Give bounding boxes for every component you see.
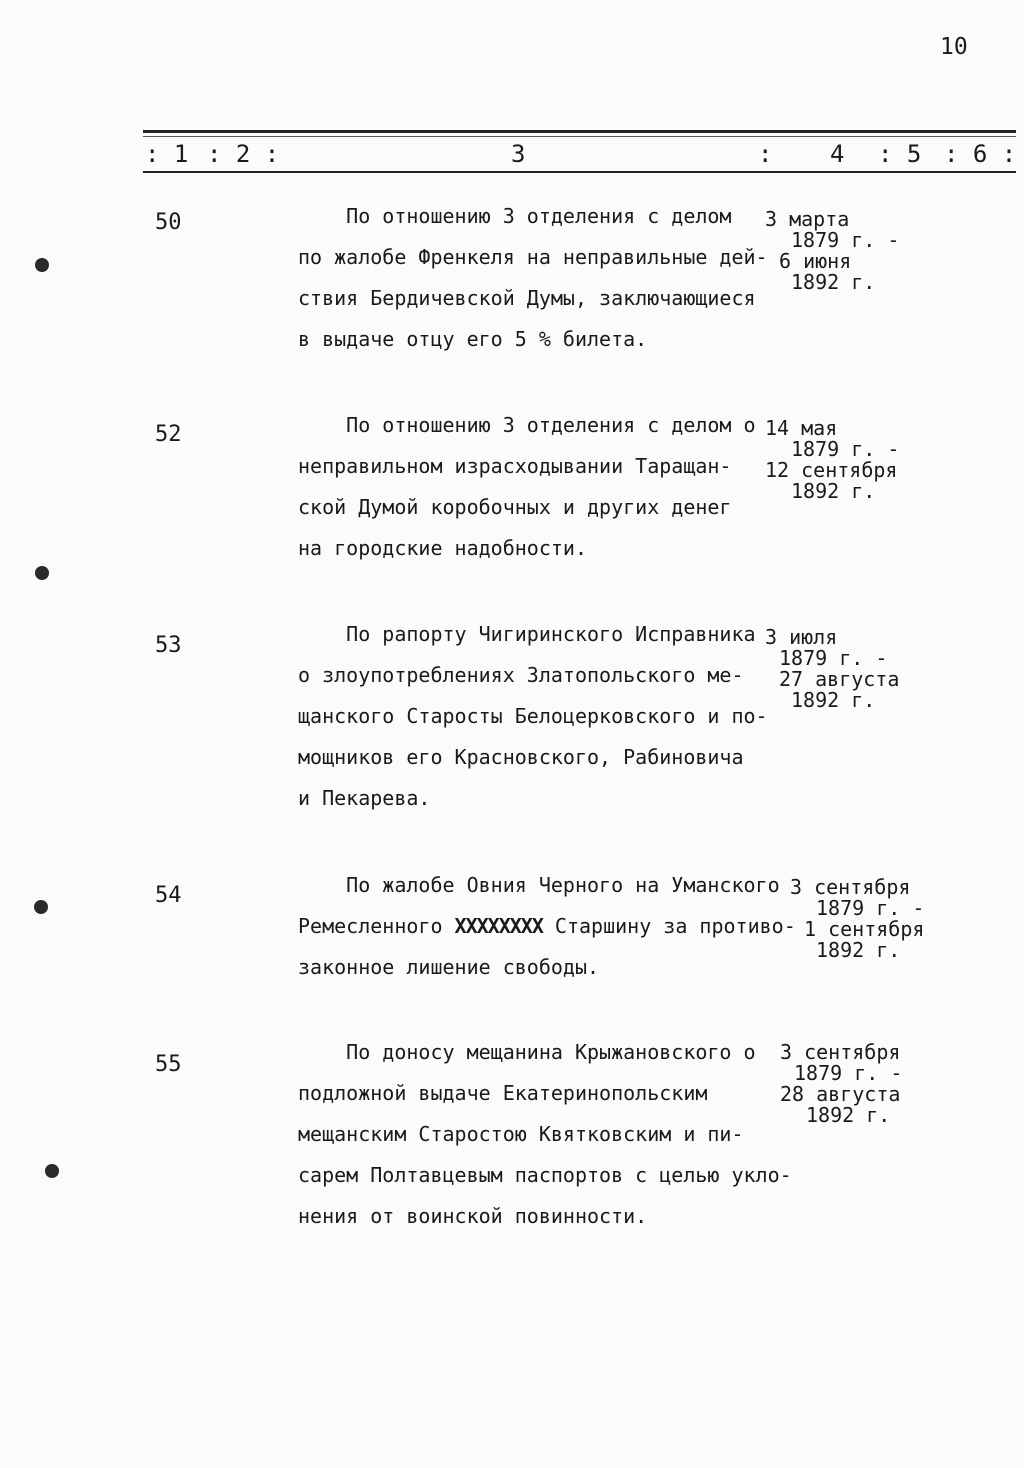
- column-header-2: : 2 :: [207, 140, 280, 168]
- date-end: 1 сентября: [804, 917, 925, 941]
- description-line: законное лишение свободы.: [298, 955, 600, 979]
- entry-number: 50: [155, 210, 182, 235]
- description-line: По жалобе Овния Черного на Уманского: [298, 873, 780, 897]
- date-start: 14 мая: [765, 416, 838, 440]
- date-start: 3 сентября: [790, 875, 911, 899]
- entry-description: [298, 865, 796, 988]
- description-line: По рапорту Чигиринского Исправника: [298, 622, 756, 646]
- date-start-year: 1879 г. -: [794, 1061, 903, 1085]
- header-bottom-rule: [143, 171, 1016, 173]
- entry-description: [298, 196, 778, 360]
- description-line: ствия Бердичевской Думы, заключающиеся: [298, 286, 756, 310]
- entry-number: 52: [155, 422, 182, 447]
- binder-hole: [34, 900, 48, 914]
- date-end-year: 1892 г.: [791, 479, 876, 503]
- binder-hole: [35, 566, 49, 580]
- header-top-rule: [143, 130, 1016, 133]
- struck-out-text: XXXXXXXX: [454, 914, 543, 938]
- description-line: подложной выдаче Екатеринопольским: [298, 1081, 708, 1105]
- description-text: Ремесленного: [298, 914, 455, 938]
- date-range: [780, 1042, 902, 1126]
- date-end-year: 1892 г.: [806, 1103, 891, 1127]
- date-end-year: 1892 г.: [791, 688, 876, 712]
- description-line: ской Думой коробочных и других денег: [298, 495, 732, 519]
- description-line: щанского Старосты Белоцерковского и по-: [298, 704, 768, 728]
- description-line: и Пекарева.: [298, 786, 431, 810]
- description-line: о злоупотреблениях Златопольского ме-: [298, 663, 744, 687]
- description-line: в выдаче отцу его 5 % билета.: [298, 327, 648, 351]
- column-header-row: [0, 140, 1024, 168]
- description-line: сарем Полтавцевым паспортов с целью укло-: [298, 1163, 792, 1187]
- column-header-1: : 1: [145, 140, 189, 168]
- entry-number: 54: [155, 883, 182, 908]
- date-start: 3 марта: [765, 207, 850, 231]
- date-start: 3 июля: [765, 625, 838, 649]
- date-range: [765, 627, 899, 711]
- entry-number: 55: [155, 1052, 182, 1077]
- binder-hole: [35, 258, 49, 272]
- page-number: 10: [940, 34, 968, 60]
- date-range: [765, 418, 899, 502]
- column-header-4: 4: [830, 140, 845, 168]
- date-end-year: 1892 г.: [816, 938, 901, 962]
- entry-number: 53: [155, 633, 182, 658]
- entry-description: [298, 614, 778, 819]
- date-end: 6 июня: [779, 249, 852, 273]
- description-text: Старшину за противо-: [542, 914, 796, 938]
- date-range: [790, 877, 924, 961]
- description-line: по жалобе Френкеля на неправильные дей-: [298, 245, 768, 269]
- entry-description: [298, 1032, 792, 1237]
- date-start-year: 1879 г. -: [779, 646, 888, 670]
- date-start-year: 1879 г. -: [791, 228, 900, 252]
- description-line: По доносу мещанина Крыжановского о: [298, 1040, 756, 1064]
- column-header-4-separator: :: [758, 140, 773, 168]
- column-header-5: : 5: [878, 140, 922, 168]
- description-line: По отношению 3 отделения с делом: [298, 204, 732, 228]
- date-end-year: 1892 г.: [791, 270, 876, 294]
- date-end: 27 августа: [779, 667, 900, 691]
- header-top-rule-thin: [143, 136, 1016, 137]
- date-end: 28 августа: [780, 1082, 901, 1106]
- date-start: 3 сентября: [780, 1040, 901, 1064]
- column-header-3: 3: [511, 140, 526, 168]
- description-line: нения от воинской повинности.: [298, 1204, 648, 1228]
- column-header-6: : 6 :: [944, 140, 1017, 168]
- date-start-year: 1879 г. -: [816, 896, 925, 920]
- description-line: мощников его Красновского, Рабиновича: [298, 745, 744, 769]
- description-line: мещанским Старостою Квятковским и пи-: [298, 1122, 744, 1146]
- date-range: [765, 209, 899, 293]
- description-line: на городские надобности.: [298, 536, 587, 560]
- date-start-year: 1879 г. -: [791, 437, 900, 461]
- description-line: По отношению 3 отделения с делом о: [298, 413, 756, 437]
- entry-description: [298, 405, 778, 569]
- description-line: неправильном израсходывании Таращан-: [298, 454, 732, 478]
- binder-hole: [45, 1164, 59, 1178]
- description-line: [298, 906, 796, 947]
- date-end: 12 сентября: [765, 458, 898, 482]
